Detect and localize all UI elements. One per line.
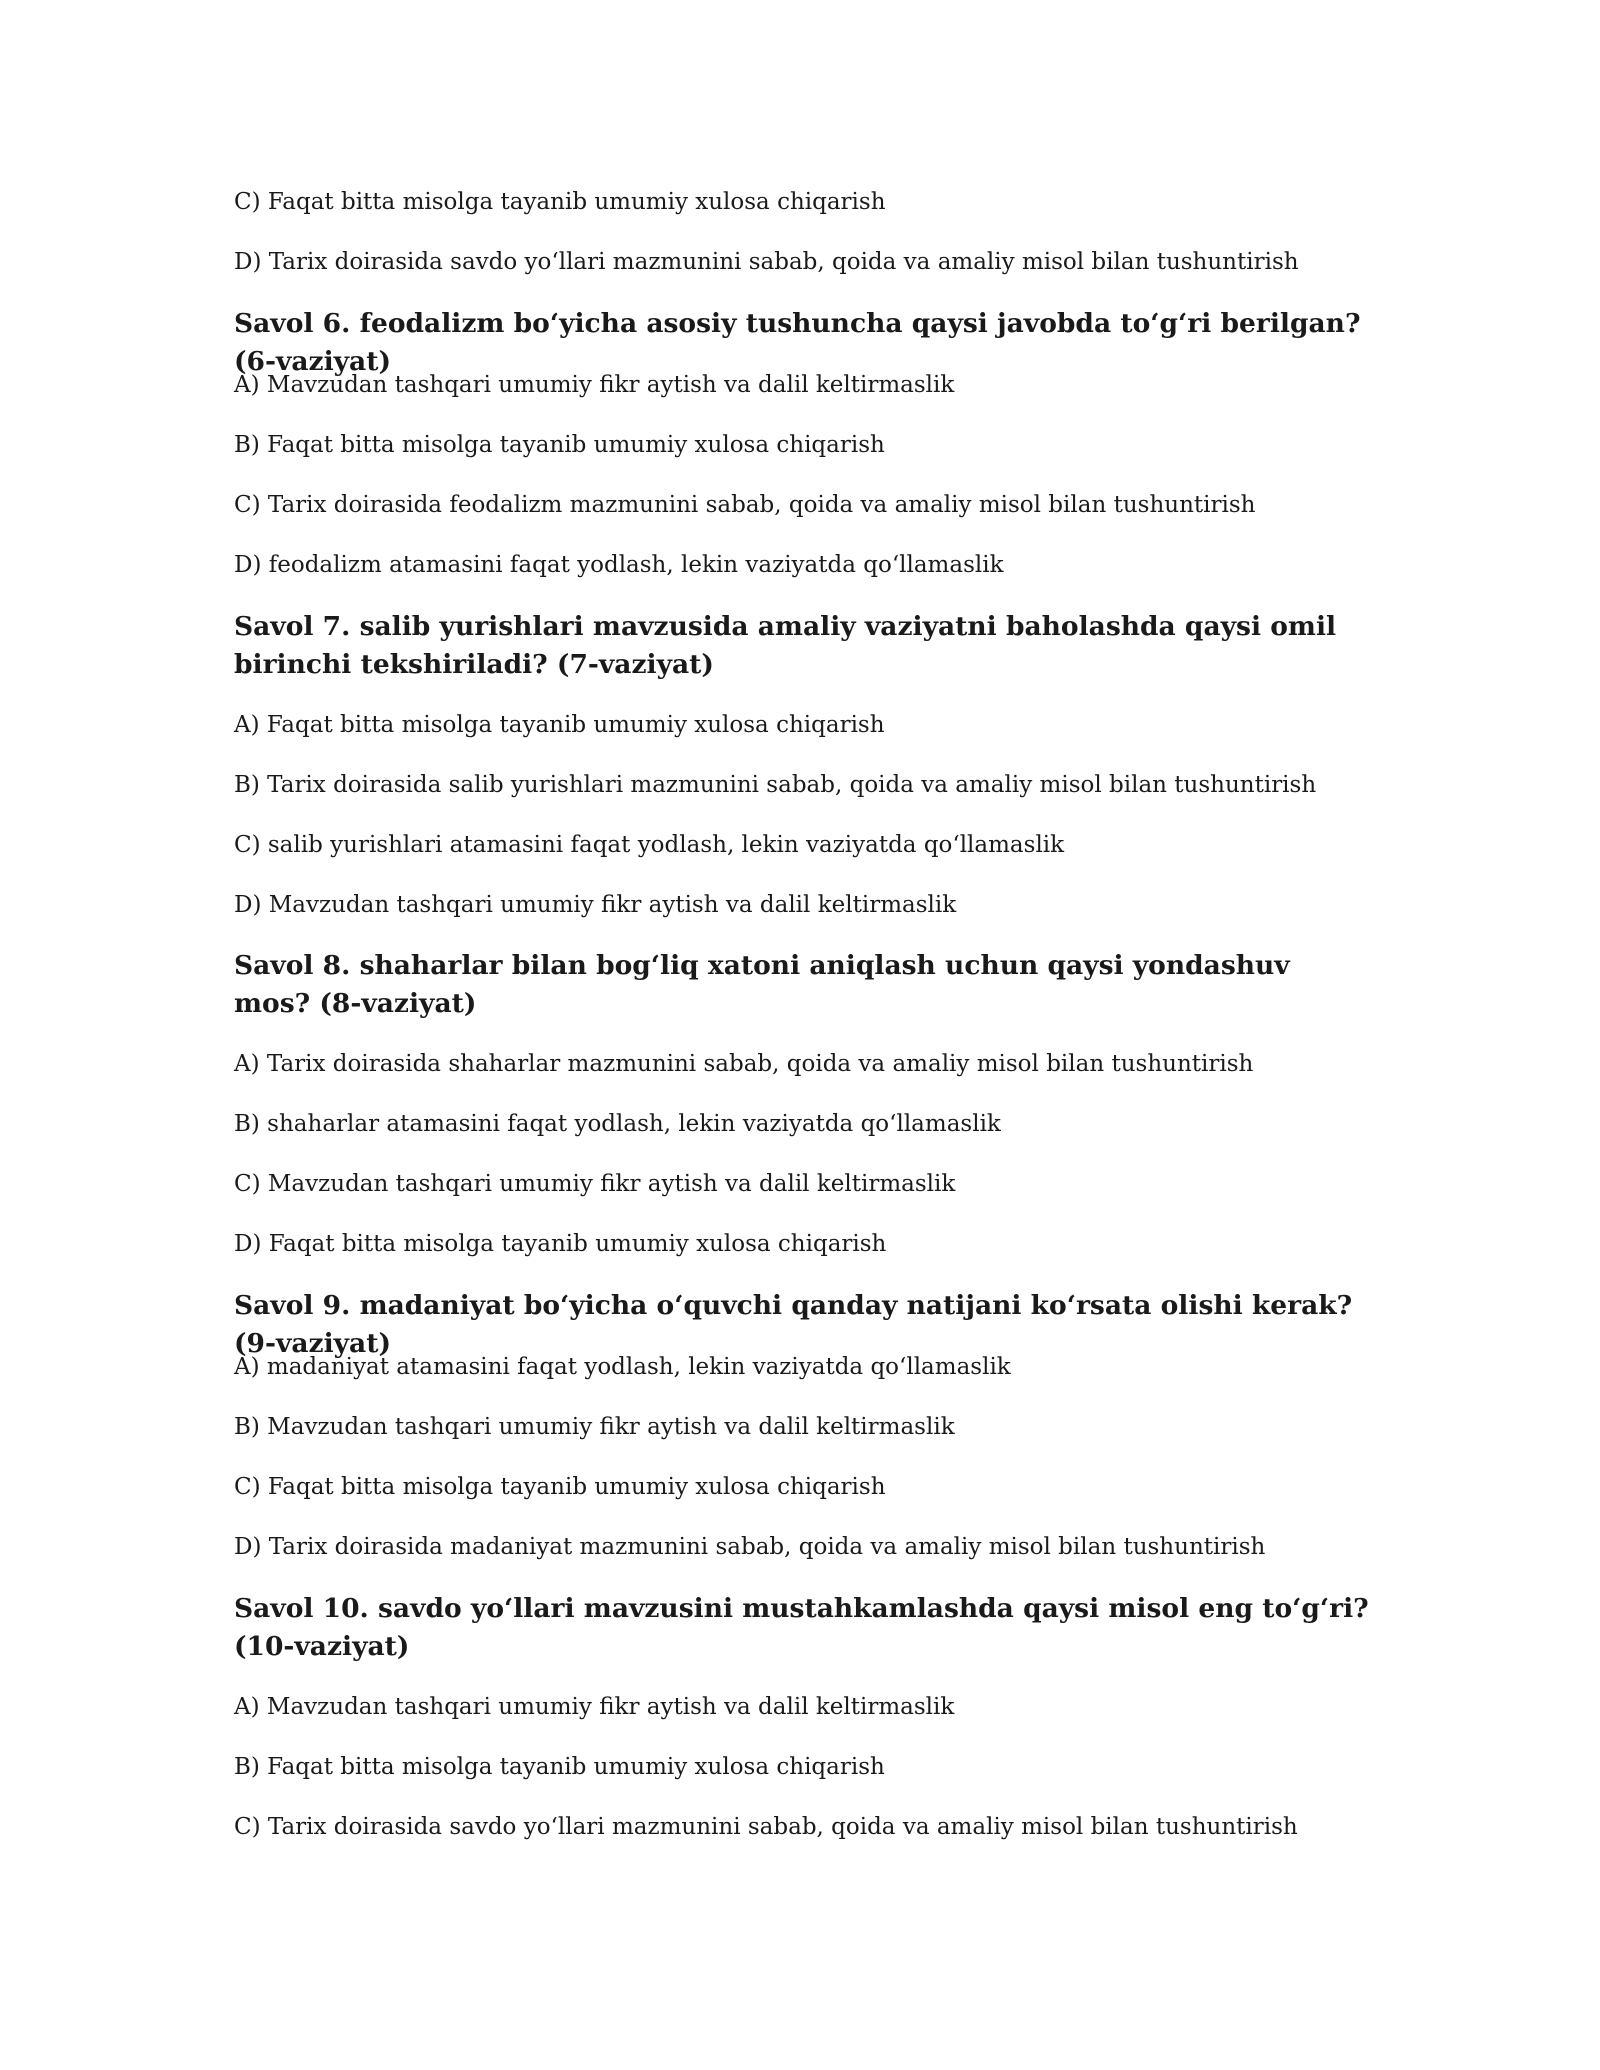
question-9-heading: Savol 9. madaniyat bo‘yicha o‘quvchi qanday natijani ko‘rsata olishi kerak? (9-vaziyat) (234, 1290, 1353, 1359)
answer-option: C) Faqat bitta misolga tayanib umumiy xulosa chiqarish (234, 1474, 886, 1500)
answer-option: A) Faqat bitta misolga tayanib umumiy xulosa chiqarish (234, 712, 885, 738)
answer-option: D) Faqat bitta misolga tayanib umumiy xulosa chiqarish (234, 1231, 887, 1257)
answer-option: C) salib yurishlari atamasini faqat yodlash, lekin vaziyatda qo‘llamaslik (234, 832, 1065, 858)
question-7-heading: Savol 7. salib yurishlari mavzusida amaliy vaziyatni baholashda qaysi omil birinchi tekshiriladi? (7-vaziyat) (234, 611, 1337, 680)
answer-option: C) Mavzudan tashqari umumiy fikr aytish va dalil keltirmaslik (234, 1171, 956, 1197)
answer-option: C) Tarix doirasida savdo yo‘llari mazmunini sabab, qoida va amaliy misol bilan tushuntirish (234, 1814, 1298, 1840)
answer-option: A) Mavzudan tashqari umumiy fikr aytish va dalil keltirmaslik (234, 372, 955, 398)
answer-option: B) Faqat bitta misolga tayanib umumiy xulosa chiqarish (234, 1754, 885, 1780)
question-8-heading: Savol 8. shaharlar bilan bog‘liq xatoni aniqlash uchun qaysi yondashuv mos? (8-vaziyat) (234, 950, 1290, 1019)
answer-option: D) feodalizm atamasini faqat yodlash, lekin vaziyatda qo‘llamaslik (234, 552, 1004, 578)
answer-option: D) Tarix doirasida madaniyat mazmunini sabab, qoida va amaliy misol bilan tushuntirish (234, 1534, 1266, 1560)
answer-option: D) Tarix doirasida savdo yo‘llari mazmunini sabab, qoida va amaliy misol bilan tushuntirish (234, 249, 1299, 275)
question-6-heading: Savol 6. feodalizm bo‘yicha asosiy tushuncha qaysi javobda to‘g‘ri berilgan? (6-vaziyat) (234, 308, 1361, 377)
answer-option: A) Tarix doirasida shaharlar mazmunini sabab, qoida va amaliy misol bilan tushuntirish (234, 1051, 1254, 1077)
answer-option: B) shaharlar atamasini faqat yodlash, lekin vaziyatda qo‘llamaslik (234, 1111, 1001, 1137)
answer-option: C) Tarix doirasida feodalizm mazmunini sabab, qoida va amaliy misol bilan tushuntirish (234, 492, 1256, 518)
answer-option: B) Mavzudan tashqari umumiy fikr aytish va dalil keltirmaslik (234, 1414, 955, 1440)
answer-option: C) Faqat bitta misolga tayanib umumiy xulosa chiqarish (234, 189, 886, 215)
answer-option: B) Faqat bitta misolga tayanib umumiy xulosa chiqarish (234, 432, 885, 458)
question-10-heading: Savol 10. savdo yo‘llari mavzusini mustahkamlashda qaysi misol eng to‘g‘ri? (10-vaziyat) (234, 1593, 1369, 1662)
answer-option: B) Tarix doirasida salib yurishlari mazmunini sabab, qoida va amaliy misol bilan tushuntirish (234, 772, 1317, 798)
answer-option: A) madaniyat atamasini faqat yodlash, lekin vaziyatda qo‘llamaslik (234, 1354, 1011, 1380)
answer-option: D) Mavzudan tashqari umumiy fikr aytish va dalil keltirmaslik (234, 892, 957, 918)
answer-option: A) Mavzudan tashqari umumiy fikr aytish va dalil keltirmaslik (234, 1694, 955, 1720)
